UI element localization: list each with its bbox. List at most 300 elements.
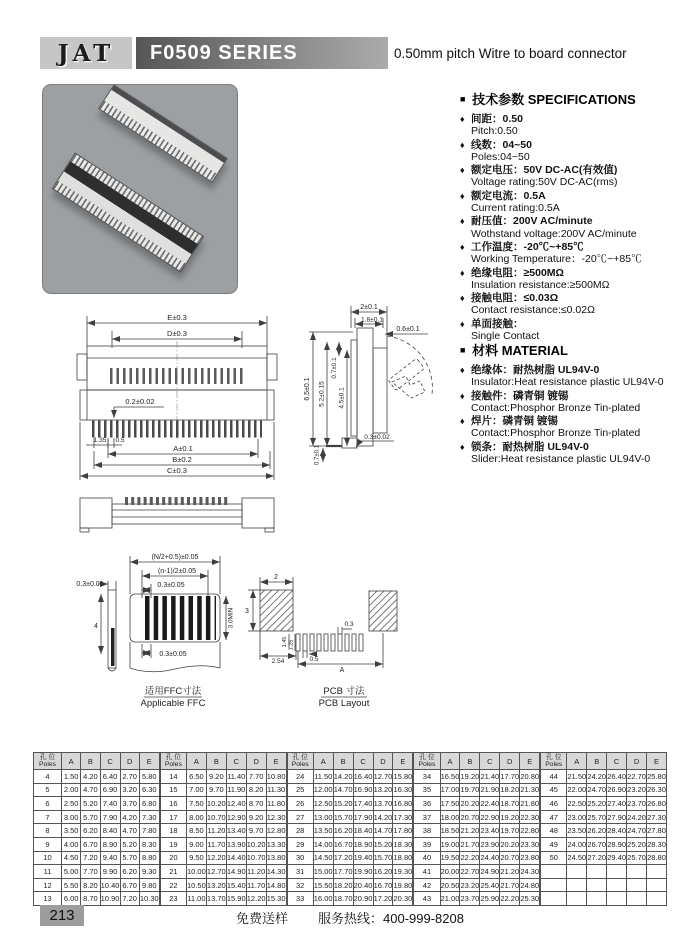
table-cell: 15.70	[333, 810, 353, 824]
table-row	[414, 851, 540, 865]
table-cell: 8.40	[100, 824, 120, 838]
table-cell: 8.90	[100, 837, 120, 851]
spec-en: Wothstand voltage:200V AC/minute	[471, 227, 637, 240]
dimension-table	[33, 752, 667, 906]
table-row	[287, 837, 413, 851]
table-cell: 21.20	[460, 824, 480, 838]
material-zh: ♦ 接触件：磷青铜 镀锡	[460, 390, 700, 402]
table-cell: 24.70	[587, 783, 607, 797]
col-header: D	[246, 753, 266, 770]
table-row	[34, 770, 160, 784]
connector-body	[104, 90, 223, 174]
table-cell: 37	[414, 810, 440, 824]
drawing-pcb-layout	[248, 577, 397, 697]
table-cell: 16.30	[393, 783, 413, 797]
table-cell: 17.90	[353, 810, 373, 824]
dim-label-tooth: 0.2±0.02	[125, 397, 155, 406]
table-row	[34, 810, 160, 824]
table-cell: 17.80	[393, 824, 413, 838]
table-header-row	[541, 753, 667, 770]
table-cell	[541, 878, 567, 892]
col-header: B	[333, 753, 353, 770]
table-cell: 9.70	[206, 783, 226, 797]
table-cell: 12.20	[206, 851, 226, 865]
table-cell: 24.30	[520, 865, 540, 879]
table-cell: 15	[160, 783, 186, 797]
table-cell: 14.20	[373, 810, 393, 824]
table-row	[34, 892, 160, 906]
table-row	[287, 810, 413, 824]
table-cell: 12.70	[206, 865, 226, 879]
table-cell: 7.90	[100, 810, 120, 824]
table-cell: 14.20	[333, 770, 353, 784]
table-cell: 20.20	[460, 797, 480, 811]
table-cell: 26.80	[647, 797, 667, 811]
dim-label-135: 1.35	[93, 437, 107, 444]
table-cell: 33	[287, 892, 313, 906]
table-cell: 15.80	[393, 770, 413, 784]
table-cell: 9.40	[100, 851, 120, 865]
drawing-elevation-view	[80, 498, 274, 532]
table-row	[414, 783, 540, 797]
table-cell: 3.70	[120, 797, 139, 811]
col-header: E	[266, 753, 286, 770]
table-cell: 5.70	[120, 851, 139, 865]
table-row	[541, 824, 667, 838]
table-cell: 8.20	[246, 783, 266, 797]
table-cell: 15.70	[373, 851, 393, 865]
table-cell	[607, 878, 627, 892]
table-cell: 22.70	[460, 865, 480, 879]
table-cell	[587, 892, 607, 906]
dimension-table-group-5	[540, 752, 667, 906]
table-cell: 11.00	[186, 892, 206, 906]
dim-label-pcb-3: 3	[245, 608, 249, 615]
table-cell: 21.80	[520, 797, 540, 811]
table-cell: 6.20	[120, 865, 139, 879]
table-cell: 24.20	[627, 810, 647, 824]
table-cell: 23.80	[520, 851, 540, 865]
table-cell: 9.90	[100, 865, 120, 879]
table-row	[287, 797, 413, 811]
table-cell: 19	[160, 837, 186, 851]
specifications-title-en: SPECIFICATIONS	[527, 92, 636, 107]
table-cell: 18.80	[393, 851, 413, 865]
table-cell: 14.80	[266, 878, 286, 892]
product-photo	[42, 84, 238, 294]
table-cell: 16.80	[393, 797, 413, 811]
table-cell: 30	[287, 851, 313, 865]
footer-text-hotline: 服务热线：400-999-8208	[318, 911, 464, 926]
table-cell: 6.70	[120, 878, 139, 892]
table-cell: 25.70	[587, 810, 607, 824]
table-cell: 20.30	[393, 892, 413, 906]
spec-zh: ♦ 单面接触：	[460, 318, 700, 330]
dimension-table-group-4	[413, 752, 540, 906]
dim-label-a: A±0.1	[173, 444, 193, 453]
table-cell: 13.50	[313, 824, 333, 838]
table-row	[160, 892, 286, 906]
dim-label-pcb-a: A	[339, 667, 345, 674]
table-cell: 12.00	[313, 783, 333, 797]
table-cell: 22.90	[480, 810, 500, 824]
table-cell: 16.20	[373, 865, 393, 879]
table-row	[541, 878, 667, 892]
col-header: A	[567, 753, 587, 770]
table-cell	[541, 865, 567, 879]
table-cell: 1.50	[62, 770, 81, 784]
table-row	[541, 892, 667, 906]
table-cell: 21.40	[480, 770, 500, 784]
col-header: E	[393, 753, 413, 770]
dim-label-pcb-254: 2.54	[271, 658, 285, 665]
dim-label-45: 4.5±0.1	[338, 387, 346, 409]
table-row	[541, 837, 667, 851]
table-cell: 28	[287, 824, 313, 838]
table-cell: 24.70	[627, 824, 647, 838]
table-cell: 13.30	[266, 837, 286, 851]
col-header: A	[186, 753, 206, 770]
dim-label-pcb-125: 1.25	[288, 639, 295, 651]
table-cell: 22.20	[460, 851, 480, 865]
table-cell: 25.70	[627, 851, 647, 865]
col-header-poles: 孔 位 Poles	[160, 753, 186, 770]
material-title-en: MATERIAL	[501, 343, 568, 358]
dim-label-2: 2±0.1	[360, 304, 378, 311]
table-cell: 32	[287, 878, 313, 892]
table-cell: 12.70	[373, 770, 393, 784]
table-cell: 16.40	[353, 770, 373, 784]
dim-label-pcb-05: 0.5	[309, 656, 319, 663]
table-cell: 20.20	[500, 837, 520, 851]
col-header: E	[520, 753, 540, 770]
table-cell: 7.20	[81, 851, 100, 865]
table-cell: 19.20	[460, 770, 480, 784]
table-cell	[647, 865, 667, 879]
table-row	[414, 892, 540, 906]
table-cell: 26.30	[647, 783, 667, 797]
footer-text	[150, 908, 550, 927]
table-cell	[607, 892, 627, 906]
table-cell: 34	[414, 770, 440, 784]
table-cell: 12	[34, 878, 62, 892]
table-cell: 2.50	[62, 797, 81, 811]
table-cell: 18.50	[440, 824, 460, 838]
table-row	[160, 824, 286, 838]
table-row	[160, 797, 286, 811]
table-row	[414, 824, 540, 838]
table-cell: 47	[541, 810, 567, 824]
table-row	[287, 865, 413, 879]
table-cell: 25.90	[480, 892, 500, 906]
table-cell: 10.40	[100, 878, 120, 892]
table-cell: 8.00	[186, 810, 206, 824]
spec-item	[460, 215, 700, 240]
table-cell: 39	[414, 837, 440, 851]
table-cell: 5.50	[62, 878, 81, 892]
table-cell: 12.80	[266, 824, 286, 838]
table-cell	[627, 878, 647, 892]
table-cell: 10.70	[206, 810, 226, 824]
spec-en: Contact resistance:≤0.02Ω	[471, 304, 595, 317]
table-cell: 8.20	[81, 878, 100, 892]
table-cell: 15.50	[313, 878, 333, 892]
material-en: Contact:Phosphor Bronze Tin-plated	[471, 401, 641, 414]
table-cell: 27.80	[647, 824, 667, 838]
table-cell: 5.20	[81, 797, 100, 811]
table-cell: 20.50	[440, 878, 460, 892]
ffc-label-zh: 适用FFC寸法	[144, 686, 202, 697]
table-row	[287, 892, 413, 906]
spec-item	[460, 241, 700, 266]
table-cell	[627, 892, 647, 906]
page-number: 213	[40, 905, 84, 926]
table-cell: 36	[414, 797, 440, 811]
table-cell: 29.40	[607, 851, 627, 865]
col-header: C	[353, 753, 373, 770]
table-cell: 7.40	[100, 797, 120, 811]
col-header: B	[81, 753, 100, 770]
table-cell: 10.50	[186, 878, 206, 892]
col-header-poles: 孔 位 Poles	[287, 753, 313, 770]
table-cell: 24.80	[520, 878, 540, 892]
table-cell: 6.90	[100, 783, 120, 797]
table-cell: 20.70	[500, 851, 520, 865]
table-cell: 14.70	[373, 824, 393, 838]
table-cell: 14	[160, 770, 186, 784]
brand-logo	[40, 37, 132, 69]
pcb-label-zh: PCB 寸法	[323, 686, 365, 697]
table-row	[34, 783, 160, 797]
table-row	[34, 878, 160, 892]
table-cell: 23	[160, 892, 186, 906]
table-cell: 4	[34, 770, 62, 784]
table-cell: 6.40	[100, 770, 120, 784]
spec-zh: ♦ 间距：0.50	[460, 113, 700, 125]
table-cell: 21.90	[480, 783, 500, 797]
table-cell: 18.70	[333, 892, 353, 906]
table-cell: 17.50	[440, 797, 460, 811]
table-row	[160, 783, 286, 797]
table-cell: 21	[160, 865, 186, 879]
table-cell: 4.70	[120, 824, 139, 838]
table-cell: 24.50	[567, 851, 587, 865]
table-row	[541, 810, 667, 824]
table-cell: 22.70	[627, 770, 647, 784]
table-cell: 23.90	[480, 837, 500, 851]
dim-label-ffc-n1: (n-1)/2±0.05	[157, 568, 197, 575]
col-header: B	[587, 753, 607, 770]
table-row	[414, 797, 540, 811]
ffc-label-en: Applicable FFC	[140, 698, 206, 709]
col-header: A	[62, 753, 81, 770]
table-cell: 13	[34, 892, 62, 906]
table-cell	[587, 865, 607, 879]
table-cell: 11.70	[246, 878, 266, 892]
col-header: E	[647, 753, 667, 770]
table-cell: 23.40	[480, 824, 500, 838]
table-cell: 14.00	[313, 837, 333, 851]
table-row	[160, 837, 286, 851]
dimension-table-group-2	[160, 752, 287, 906]
table-row	[541, 797, 667, 811]
col-header-poles: 孔 位 Poles	[541, 753, 567, 770]
table-row	[160, 770, 286, 784]
table-cell: 10.20	[246, 837, 266, 851]
table-cell: 23.70	[627, 797, 647, 811]
table-cell: 5.20	[120, 837, 139, 851]
table-cell: 13.70	[206, 892, 226, 906]
table-row	[414, 810, 540, 824]
table-cell: 9.80	[139, 878, 159, 892]
table-cell	[627, 865, 647, 879]
technical-drawings	[30, 298, 675, 750]
table-cell: 11.90	[226, 783, 246, 797]
table-cell: 9.50	[186, 851, 206, 865]
table-cell: 7.30	[139, 810, 159, 824]
table-cell: 17.00	[440, 783, 460, 797]
table-cell: 17.70	[500, 770, 520, 784]
table-cell: 28.80	[647, 851, 667, 865]
table-row	[541, 851, 667, 865]
table-cell: 15.20	[333, 797, 353, 811]
table-cell: 18.20	[333, 878, 353, 892]
table-header-row	[287, 753, 413, 770]
dim-label-b07: 0.7±0.1	[314, 445, 321, 465]
table-cell: 3.20	[120, 783, 139, 797]
table-cell: 12.90	[226, 810, 246, 824]
table-cell	[567, 892, 587, 906]
table-cell: 22.50	[567, 797, 587, 811]
table-cell: 5	[34, 783, 62, 797]
col-header: B	[206, 753, 226, 770]
table-cell: 20.70	[460, 810, 480, 824]
table-header-row	[414, 753, 540, 770]
table-cell: 25	[287, 783, 313, 797]
dim-label-e: E±0.3	[167, 313, 187, 322]
table-cell: 8.70	[81, 892, 100, 906]
col-header: C	[480, 753, 500, 770]
connector-image-bottom	[52, 153, 205, 273]
table-cell: 27.40	[607, 797, 627, 811]
drawing-ffc	[98, 556, 226, 697]
table-cell: 8	[34, 824, 62, 838]
spec-zh: ♦ 线数：04~50	[460, 139, 700, 151]
table-cell: 13.00	[313, 810, 333, 824]
table-cell: 23.20	[460, 878, 480, 892]
table-cell: 10.20	[206, 797, 226, 811]
table-cell: 26	[287, 797, 313, 811]
table-row	[414, 770, 540, 784]
table-cell: 19.30	[393, 865, 413, 879]
table-cell: 21.00	[440, 892, 460, 906]
dim-label-ffc-t: 0.3±0.01	[76, 581, 104, 588]
col-header: C	[226, 753, 246, 770]
table-row	[287, 770, 413, 784]
table-row	[34, 851, 160, 865]
table-cell: 24	[287, 770, 313, 784]
table-cell: 50	[541, 851, 567, 865]
table-cell: 23.20	[627, 783, 647, 797]
spec-zh: ♦ 绝缘电阻：≥500MΩ	[460, 267, 700, 279]
spec-item	[460, 139, 700, 164]
table-cell: 21.70	[500, 878, 520, 892]
table-cell: 43	[414, 892, 440, 906]
dimension-table-group-1	[33, 752, 160, 906]
table-cell: 19.70	[500, 824, 520, 838]
dim-label-c: C±0.3	[167, 466, 187, 475]
table-cell: 7.00	[186, 783, 206, 797]
brand-logo-text: JAT	[57, 39, 115, 67]
table-cell: 13.40	[226, 824, 246, 838]
col-header-poles: 孔 位 Poles	[414, 753, 440, 770]
series-title: F0509 SERIES	[150, 41, 298, 64]
dim-label-05: 0.5	[115, 437, 125, 444]
table-cell: 10	[34, 851, 62, 865]
table-row	[541, 770, 667, 784]
table-cell: 20	[160, 851, 186, 865]
table-cell: 14.30	[266, 865, 286, 879]
table-cell: 3.00	[62, 810, 81, 824]
table-cell: 45	[541, 783, 567, 797]
table-row	[34, 837, 160, 851]
table-cell: 9.00	[186, 837, 206, 851]
table-cell: 8.70	[246, 797, 266, 811]
footer-text-samples: 免费送样	[236, 911, 289, 926]
table-cell: 48	[541, 824, 567, 838]
table-cell: 11.80	[266, 797, 286, 811]
table-cell: 14.50	[313, 851, 333, 865]
table-cell: 16.70	[373, 878, 393, 892]
dim-label-ffc-p1: 0.3±0.05	[157, 582, 185, 589]
table-cell: 18.40	[353, 824, 373, 838]
dim-label-pcb-145: 1.45	[282, 636, 288, 648]
dim-label-65: 6.5±0.1	[304, 377, 311, 401]
dim-label-ffc-p2: 0.3±0.05	[159, 651, 187, 658]
spec-en: Voltage rating:50V DC-AC(rms)	[471, 176, 618, 189]
table-cell: 25.40	[480, 878, 500, 892]
table-cell: 19.20	[500, 810, 520, 824]
table-cell: 16.70	[333, 837, 353, 851]
table-cell: 24.90	[480, 865, 500, 879]
table-cell: 15.20	[373, 837, 393, 851]
table-cell: 2.70	[120, 770, 139, 784]
table-cell: 14.40	[226, 851, 246, 865]
table-cell: 10.30	[139, 892, 159, 906]
table-cell: 11.30	[266, 783, 286, 797]
table-row	[160, 810, 286, 824]
table-cell	[647, 878, 667, 892]
table-cell: 26.90	[607, 783, 627, 797]
table-cell: 4.00	[62, 837, 81, 851]
table-cell: 5.70	[81, 810, 100, 824]
table-cell: 18.30	[393, 837, 413, 851]
table-cell: 4.70	[81, 783, 100, 797]
table-row	[34, 824, 160, 838]
table-cell: 10.00	[186, 865, 206, 879]
table-cell: 13.80	[266, 851, 286, 865]
table-cell: 17.20	[373, 892, 393, 906]
dim-label-ffc-4: 4	[94, 623, 98, 630]
table-cell	[541, 892, 567, 906]
table-cell: 4.50	[62, 851, 81, 865]
table-cell: 25.80	[647, 770, 667, 784]
table-cell: 19.70	[460, 783, 480, 797]
table-cell: 21.70	[460, 837, 480, 851]
table-cell: 22.20	[500, 892, 520, 906]
table-cell: 49	[541, 837, 567, 851]
table-cell: 23.00	[567, 810, 587, 824]
